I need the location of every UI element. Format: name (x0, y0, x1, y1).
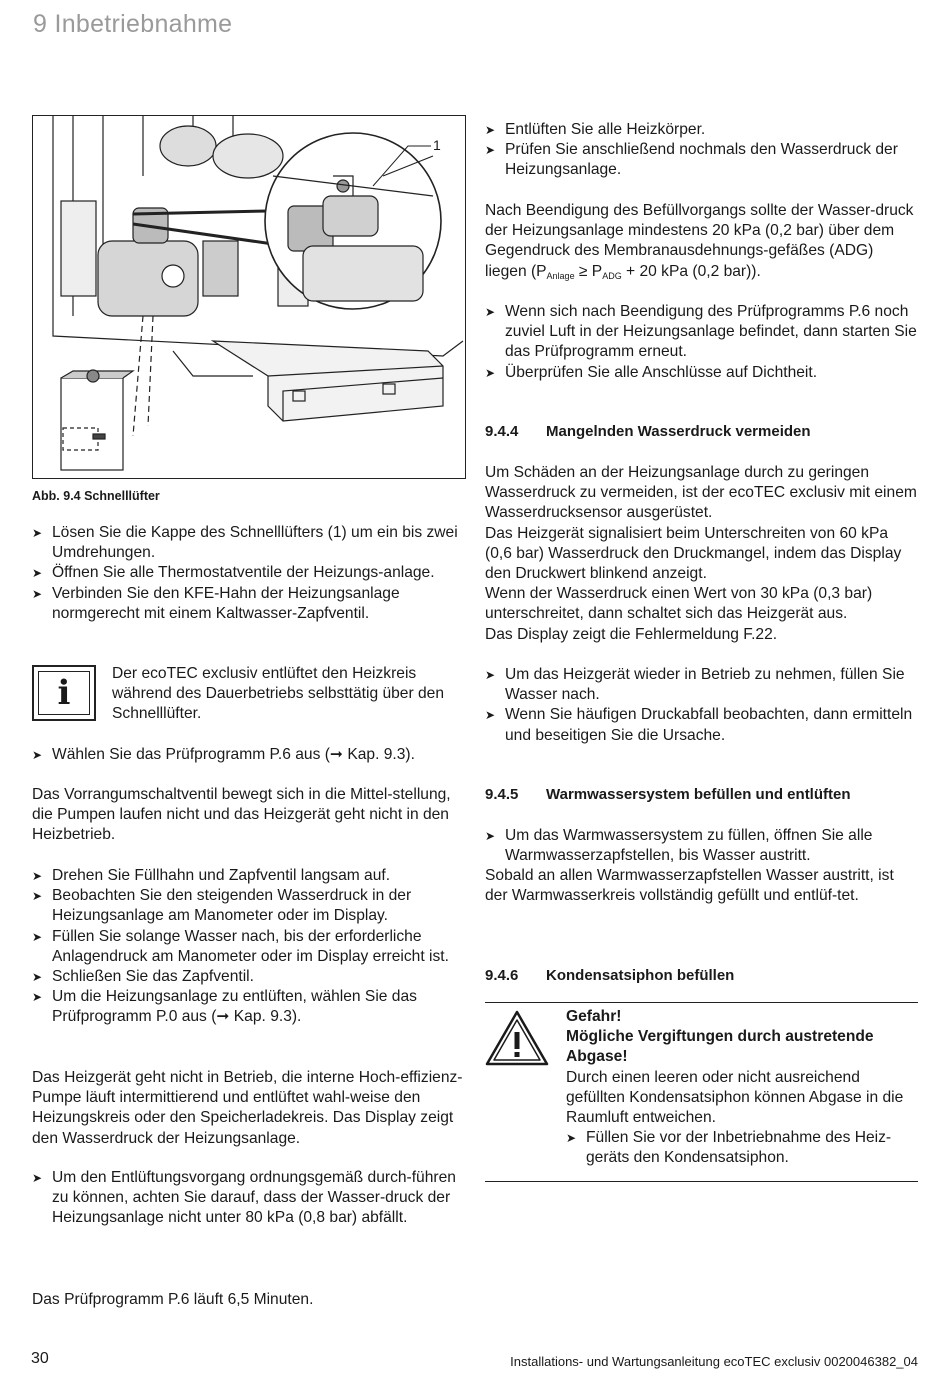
warning-block (566, 1007, 918, 1169)
left-bullets-3 (32, 866, 464, 1028)
arrow-icon: ➤ (32, 869, 43, 883)
arrow-icon: ➤ (32, 1171, 43, 1185)
arrow-icon: ➤ (485, 305, 496, 319)
arrow-icon: ➤ (485, 143, 496, 158)
bullet-item: ➤ Lösen Sie die Kappe des Schnelllüfters (1) um ein bis zwei Umdrehungen. (32, 524, 458, 562)
arrow-icon: ➤ (485, 123, 496, 137)
right-bullets-2 (485, 302, 917, 383)
left-para-3: Das Prüfprogramm P.6 läuft 6,5 Minuten. (32, 1291, 314, 1308)
arrow-icon: ➤ (32, 929, 43, 944)
figure-schnelllueftter (32, 115, 466, 479)
warning-text: Durch einen leeren oder nicht ausreichend gefüllten Kondensatsiphon können Abgase in die Raumluft entweichen. (566, 1068, 904, 1127)
heading-9-4-5: 9.4.5 Warmwassersystem befüllen und entlüften (485, 786, 851, 803)
bullet-item: ➤ Um die Heizungsanlage zu entlüften, wählen Sie das Prüfprogramm P.0 aus (➞ Kap. 9.3). (32, 988, 417, 1026)
bullet-item: ➤ Beobachten Sie den steigenden Wasserdruck in der Heizungsanlage am Manometer oder im Display. (32, 887, 412, 925)
arrow-icon: ➤ (485, 365, 496, 380)
arrow-icon: ➤ (485, 829, 496, 843)
arrow-icon: ➤ (485, 708, 496, 723)
left-bullet-4 (32, 1168, 464, 1229)
bullet-item: ➤ Verbinden Sie den KFE-Hahn der Heizungsanlage normgerecht mit einem Kaltwasser-Zapfventil. (32, 584, 400, 622)
right-paras-944 (485, 463, 917, 645)
warning-subtitle: Mögliche Vergiftungen durch austretende Abgase! (566, 1028, 874, 1066)
callout-label: 1 (433, 137, 441, 153)
bullet-item: ➤ Um das Warmwassersystem zu füllen, öffnen Sie alle Warmwasserzapfstellen, bis Wasser austritt. (485, 827, 873, 865)
bullet-item: ➤ Schließen Sie das Zapfventil. (32, 967, 464, 987)
bullet-item: ➤ Wählen Sie das Prüfprogramm P.6 aus (➞ Kap. 9.3). (32, 745, 464, 765)
bullet-item: ➤ Um das Heizgerät wieder in Betrieb zu nehmen, füllen Sie Wasser nach. (485, 666, 905, 704)
bullet-item: ➤ Füllen Sie vor der Inbetriebnahme des Heiz-geräts den Kondensatsiphon. (566, 1129, 892, 1167)
arrow-icon: ➤ (32, 990, 43, 1005)
page-number: 30 (31, 1350, 49, 1367)
info-box (32, 665, 96, 721)
warning-bottom-rule (485, 1181, 918, 1182)
arrow-icon: ➤ (32, 748, 43, 762)
info-icon: i (38, 671, 90, 715)
heading-9-4-6: 9.4.6 Kondensatsiphon befüllen (485, 967, 735, 984)
warning-icon (485, 1010, 549, 1066)
bullet-item: ➤ Prüfen Sie anschließend nochmals den Wasserdruck der Heizungsanlage. (485, 141, 898, 179)
right-bullets-1 (485, 120, 917, 181)
bullet-item: ➤ Überprüfen Sie alle Anschlüsse auf Dichtheit. (485, 363, 917, 383)
right-bullets-3 (485, 665, 917, 746)
arrow-icon: ➤ (32, 970, 43, 985)
paragraph: Das Display zeigt die Fehlermeldung F.22. (485, 625, 778, 643)
warning-top-rule (485, 1002, 918, 1003)
left-para-2: Das Heizgerät geht nicht in Betrieb, die interne Hoch-effizienz-Pumpe läuft intermittierend und entlüftet wahl-weise den Heizungskreis oder den Speicherladekreis. Das Display zeigt den Wasserdruck der Heizungsanlage. (32, 1069, 463, 1147)
boiler-illustration (33, 116, 465, 478)
document-id: Installations- und Wartungsanleitung ecoTEC exclusiv 0020046382_04 (510, 1354, 918, 1369)
chapter-header: 9 Inbetriebnahme (33, 10, 233, 38)
bullet-item: ➤ Drehen Sie Füllhahn und Zapfventil langsam auf. (32, 866, 464, 886)
left-bullets-1 (32, 523, 464, 624)
arrow-icon: ➤ (566, 1131, 577, 1146)
bullet-item: ➤ Wenn sich nach Beendigung des Prüfprogramms P.6 noch zuviel Luft in der Heizungsanlage befindet, dann starten Sie das Prüfprogramm erneut. (485, 303, 917, 361)
left-bullet-2 (32, 745, 464, 765)
paragraph: Das Heizgerät signalisiert beim Unterschreiten von 60 kPa (0,6 bar) Wasserdruck den Druckmangel, indem das Display den Druckwert blinkend anzeigt. (485, 524, 902, 583)
right-bullet-4 (485, 826, 917, 866)
bullet-item: ➤ Um den Entlüftungsvorgang ordnungsgemäß durch-führen zu können, achten Sie darauf, dass der Wasser-druck der Heizungsanlage nicht unter 80 kPa (0,8 bar) abfällt. (32, 1169, 456, 1227)
bullet-item: ➤ Wenn Sie häufigen Druckabfall beobachten, dann ermitteln und beseitigen Sie die Ursache. (485, 706, 913, 744)
arrow-icon: ➤ (485, 668, 496, 682)
arrow-icon: ➤ (32, 566, 43, 581)
right-para-6: Sobald an allen Warmwasserzapfstellen Wasser austritt, ist der Warmwasserkreis vollständig gefüllt und entlüf-tet. (485, 867, 894, 905)
info-text: Der ecoTEC exclusiv entlüftet den Heizkreis während des Dauerbetriebs selbsttätig über den Schnelllüfter. (112, 665, 445, 723)
paragraph: Um Schäden an der Heizungsanlage durch zu geringen Wasserdruck zu vermeiden, ist der ecoTEC exclusiv mit einem Wasserdrucksensor ausgerüstet. (485, 464, 917, 522)
left-para-1: Das Vorrangumschaltventil bewegt sich in die Mittel-stellung, die Pumpen laufen nicht und das Heizgerät geht nicht in den Heizbetrieb. (32, 786, 451, 844)
bullet-item: ➤ Entlüften Sie alle Heizkörper. (485, 120, 917, 140)
warning-title: Gefahr! (566, 1008, 622, 1025)
bullet-item: ➤ Füllen Sie solange Wasser nach, bis der erforderliche Anlagendruck am Manometer oder im Display erreicht ist. (32, 927, 449, 965)
arrow-icon: ➤ (32, 889, 43, 904)
figure-caption: Abb. 9.4 Schnelllüfter (32, 489, 160, 503)
right-para-1: Nach Beendigung des Befüllvorgangs sollte der Wasser-druck der Heizungsanlage mindestens 20 kPa (0,2 bar) über dem Gegendruck des Membranausdehnungs-gefäßes (ADG) liegen ($P_{Anlage} \ge P_{ADG} + 20$ kPa (0,2 bar)). (485, 202, 914, 281)
arrow-icon: ➤ (32, 526, 43, 540)
arrow-icon: ➤ (32, 586, 43, 601)
heading-9-4-4: 9.4.4 Mangelnden Wasserdruck vermeiden (485, 423, 811, 440)
bullet-item: ➤ Öffnen Sie alle Thermostatventile der Heizungs-anlage. (32, 563, 464, 583)
paragraph: Wenn der Wasserdruck einen Wert von 30 kPa (0,3 bar) unterschreitet, dann schaltet sich das Heizgerät aus. (485, 585, 873, 623)
